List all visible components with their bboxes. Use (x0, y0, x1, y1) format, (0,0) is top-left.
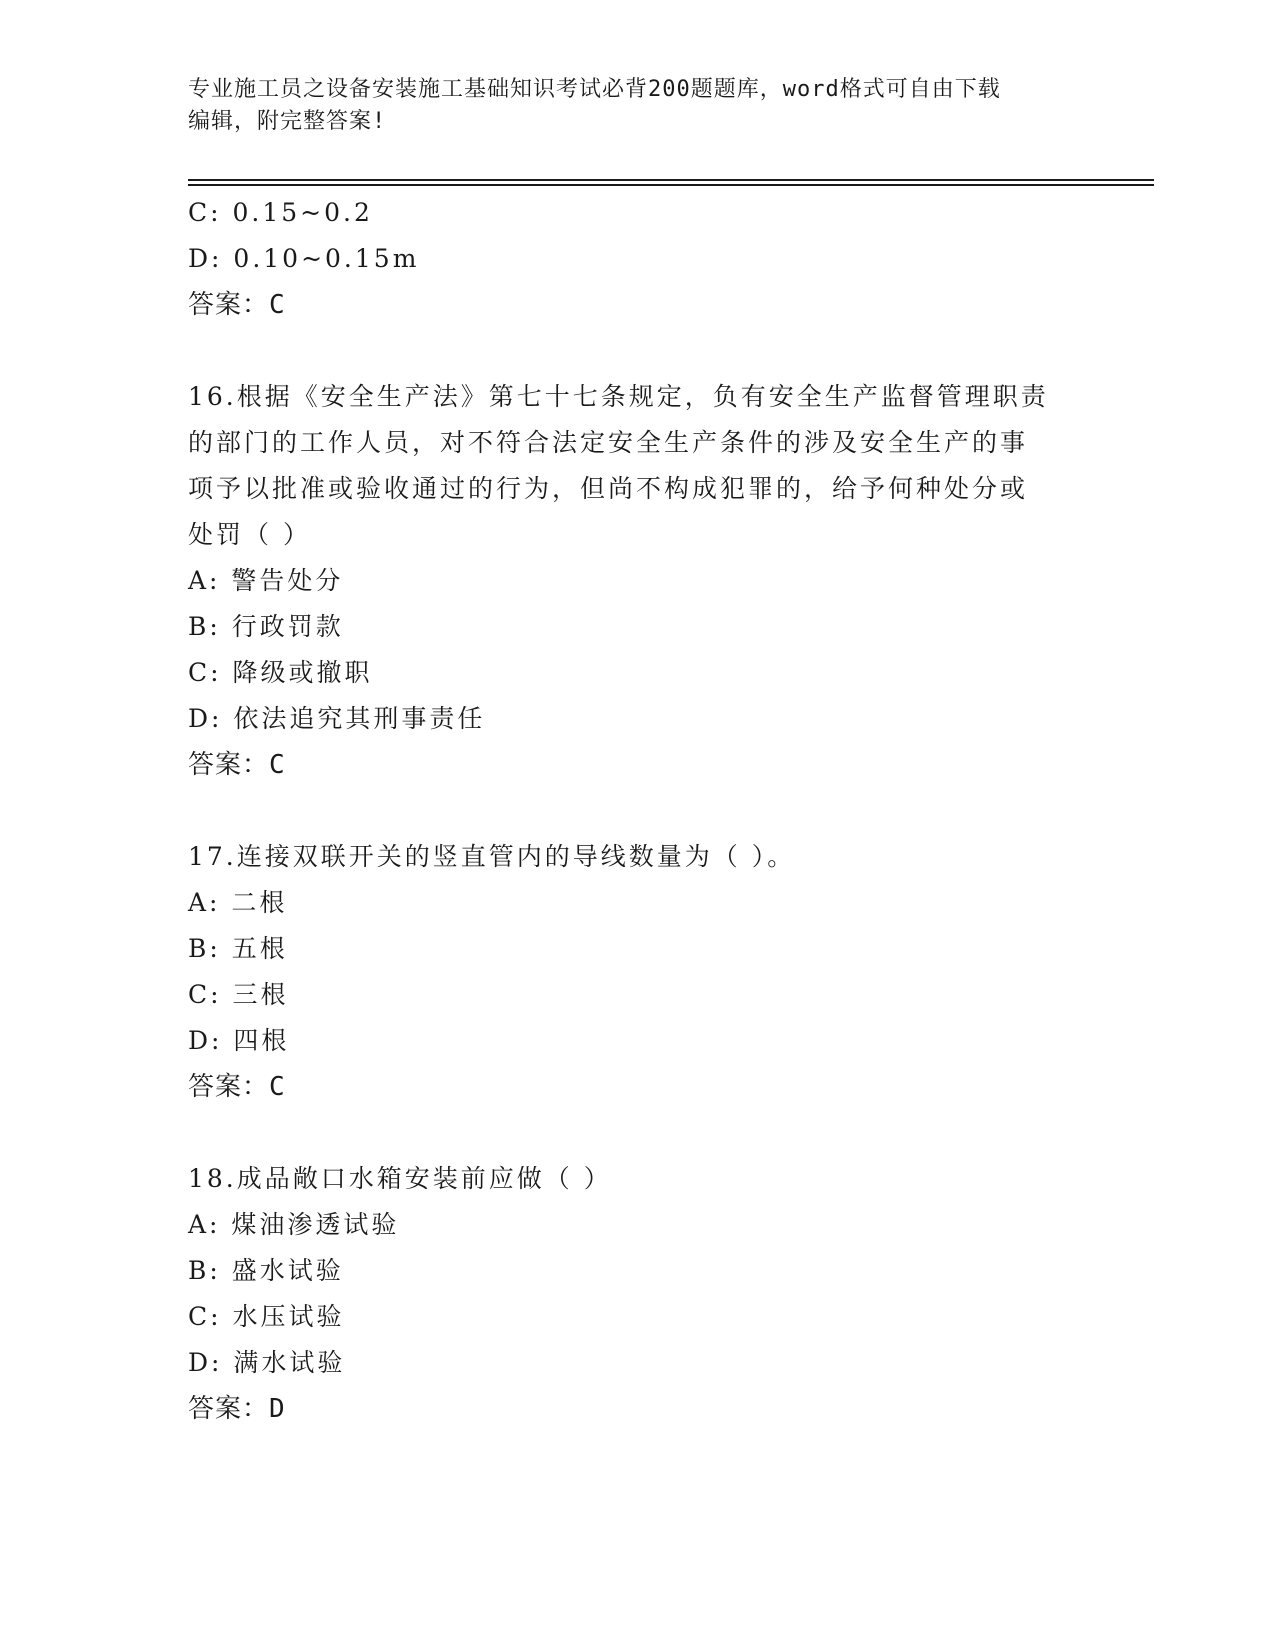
spacer (188, 328, 1088, 374)
question-stem-line: 16.根据《安全生产法》第七十七条规定，负有安全生产监督管理职责 (188, 382, 1049, 411)
option-b: B: 五根 (188, 934, 288, 963)
option-a: A: 二根 (188, 888, 288, 917)
answer-text: 答案：C (188, 290, 286, 320)
option-b: B: 盛水试验 (188, 1256, 344, 1285)
question-list (188, 190, 1088, 1432)
answer-text: 答案：C (188, 1072, 286, 1102)
question-17 (188, 834, 1088, 1110)
header-divider-top (188, 179, 1154, 181)
question-stem-line: 处罚（ ） (188, 520, 311, 549)
question-stem-line: 项予以批准或验收通过的行为，但尚不构成犯罪的，给予何种处分或 (188, 474, 1029, 503)
option-b: B: 行政罚款 (188, 612, 344, 641)
document-header (188, 74, 1068, 138)
option-c: C: 水压试验 (188, 1302, 345, 1331)
option-d: D: 四根 (188, 1026, 290, 1055)
option-c: C: 三根 (188, 980, 289, 1009)
option-d: D: 满水试验 (188, 1348, 346, 1377)
option-c: C: 0.15~0.2 (188, 198, 373, 227)
option-d: D: 依法追究其刑事责任 (188, 704, 486, 733)
option-d: D: 0.10~0.15m (188, 244, 420, 273)
option-a: A: 警告处分 (188, 566, 344, 595)
option-c: C: 降级或撤职 (188, 658, 373, 687)
header-title-line-1: 专业施工员之设备安装施工基础知识考试必背200题题库，word格式可自由下载 (188, 77, 1001, 102)
spacer (188, 788, 1088, 834)
answer-text: 答案：D (188, 1394, 286, 1424)
question-stem-line: 的部门的工作人员，对不符合法定安全生产条件的涉及安全生产的事 (188, 428, 1029, 457)
spacer (188, 1110, 1088, 1156)
header-divider-bottom (188, 184, 1154, 186)
question-16 (188, 374, 1088, 788)
question-stem-line: 18.成品敞口水箱安装前应做（ ） (188, 1164, 612, 1193)
question-stem-line: 17.连接双联开关的竖直管内的导线数量为（ ）。 (188, 842, 796, 871)
question-18 (188, 1156, 1088, 1432)
question-15-continued (188, 190, 1088, 328)
option-a: A: 煤油渗透试验 (188, 1210, 400, 1239)
answer-text: 答案：C (188, 750, 286, 780)
header-title-line-2: 编辑，附完整答案! (188, 109, 387, 134)
